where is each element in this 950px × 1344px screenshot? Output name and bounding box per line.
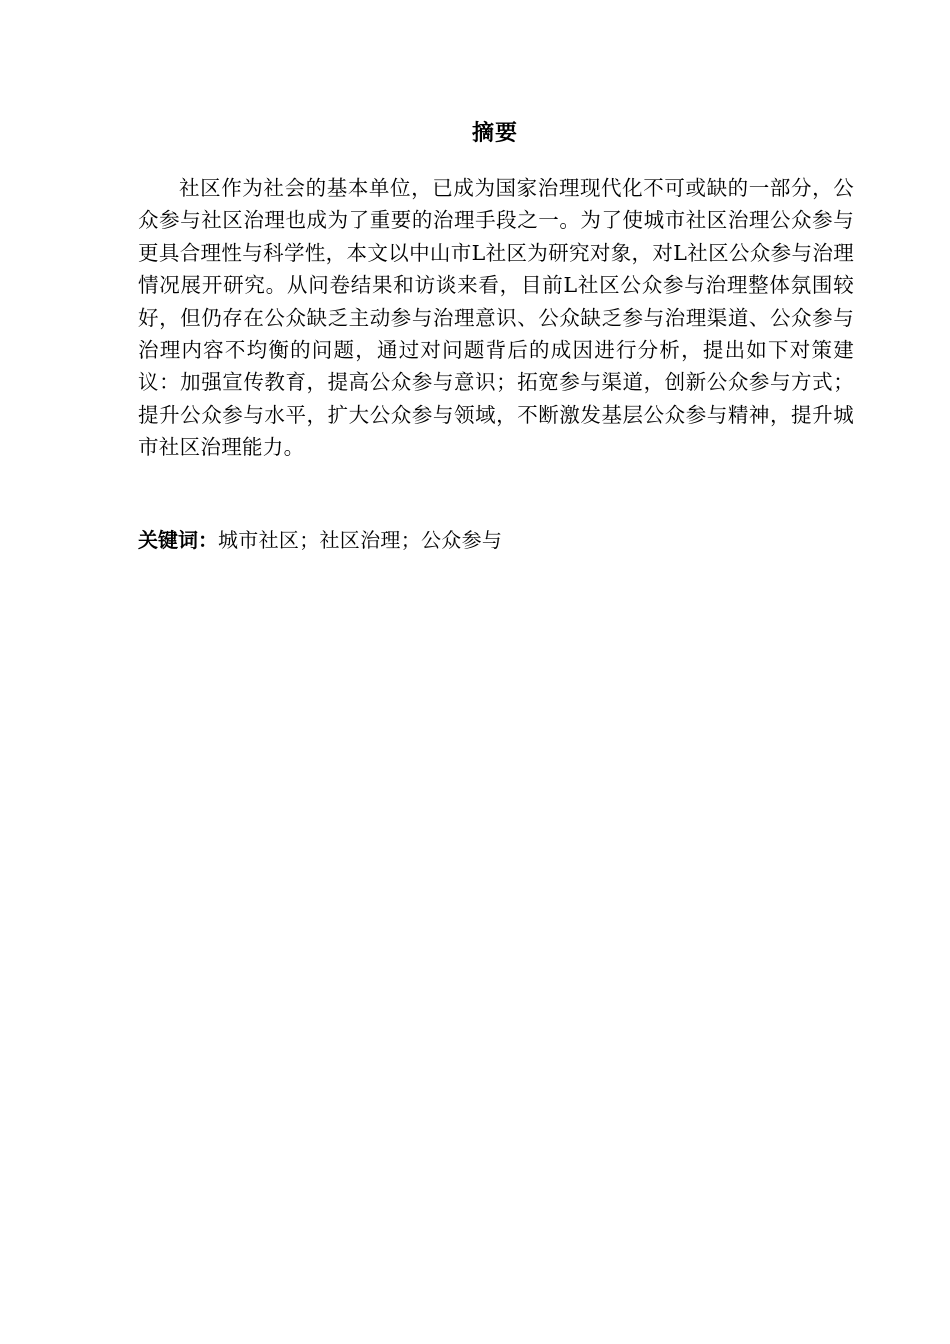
- abstract-paragraph: 社区作为社会的基本单位，已成为国家治理现代化不可或缺的一部分，公众参与社区治理也成为了重要的治理手段之一。为了使城市社区治理公众参与更具合理性与科学性，本文以中山市L社区为研究对象，对L社区公众参与治理情况展开研究。从问卷结果和访谈来看，目前L社区公众参与治理整体氛围较好，但仍存在公众缺乏主动参与治理意识、公众缺乏参与治理渠道、公众参与治理内容不均衡的问题，通过对问题背后的成因进行分析，提出如下对策建议：加强宣传教育，提高公众参与意识；拓宽参与渠道，创新公众参与方式；提升公众参与水平，扩大公众参与领域，不断激发基层公众参与精神，提升城市社区治理能力。: [138, 176, 854, 460]
- keywords-label: 关键词：: [138, 528, 218, 552]
- abstract-title: 摘要: [471, 121, 518, 146]
- keywords-line: [138, 524, 854, 557]
- keywords-value: 城市社区；社区治理；公众参与: [218, 528, 503, 552]
